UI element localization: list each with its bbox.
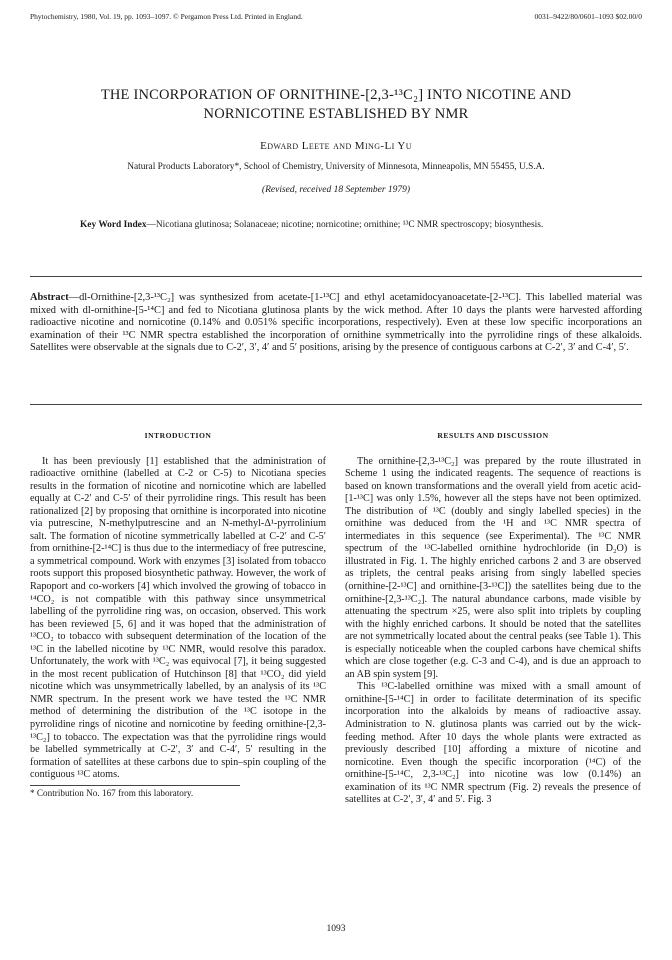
intro-paragraph: It has been previously [1] established that the administration of radioactive ornithine (labelled at C-2 or C-5) to Nicotiana species results in the formation of nicotine and nornicotine which are labelled equally at C-2′ and C-5′ of their pyrrolidine rings. This result has been rationalized [2] by proposing that ornithine is incorporated into nicotine via putrescine, N-methylputrescine and an N-methyl-Δ¹-pyrrolinium salt. The formation of nicotine symmetrically labelled at C-2′ and C-5′ from ornithine-[2-¹⁴C] is thus due to the intermediacy of free putrescine, a symmetrical compound. Work with enzymes [3] isolated from tobacco roots support this proposed biosynthetic pathway. However, the work of Rapoport and co-workers [4] which involved the growing of tobacco in ¹⁴CO₂ is not compatible with this pathway since unsymmetrical labelling of the pyrrolidine ring was, on occasion, observed. This work has been reviewed [5, 6] and it was hoped that the administration of ¹³CO₂ to tobacco with subsequent determination of the location of the ¹³C in the labelled nicotine by ¹³C NMR, would resolve this paradox. Unfortunately, the work with ¹³C₂ was equivocal [7], it being suggested in the most recent publication of Hutchinson [8] that ¹³CO₂ did yield nicotine which was unsymmetrically labelled, by an analysis of its ¹³C NMR spectrum. In the present work we have tested the ¹³C NMR method of determining the distribution of the ¹³C isotope in the pyrrolidine rings of nicotine and nornicotine by feeding ornithine-[2,3-¹³C₂] to tobacco. The expectation was that the pyrrolidine rings would be labelled symmetrically at C-2′, 3′ and C-4′, 5′ resulting in the formation of satellites at these carbons due to spin–spin coupling of the contiguous ¹³C atoms. — [30, 455, 326, 781]
divider-bottom — [30, 404, 642, 405]
abstract-label: Abstract — [30, 292, 69, 303]
keyword-text: —Nicotiana glutinosa; Solanaceae; nicotine; nornicotine; ornithine; ¹³C NMR spectroscopy; biosynthesis. — [146, 220, 544, 230]
footnote-rule — [30, 785, 240, 786]
title-line-2: NORNICOTINE ESTABLISHED BY NMR — [203, 106, 469, 122]
results-paragraph-1: The ornithine-[2,3-¹³C₂] was prepared by the route illustrated in Scheme 1 using the indicated reagents. The sequence of reactions is based on known transformations and the overall yield from acetic acid-[1-¹³C] was only 1.5%, however all the steps have not been optimized. The distribution of ¹³C (doubly and singly labelled species) in the ornithine was deduced from the ¹H and ¹³C NMR spectra of intermediates in this sequence (see Experimental). The ¹³C NMR spectrum of the ¹³C-labelled ornithine hydrochloride (in D₂O) is illustrated in Fig. 1. The highly enriched carbons 2 and 3 are observed as triplets, the central peaks arising from singly labelled species (ornithine-[2-¹³C] and ornithine-[3-¹³C]) the satellites being due to the ornithine-[2,3-¹³C₂]. The natural abundance carbons, made visible by attenuating the spectrum ×25, were also split into triplets by coupling with the highly enriched carbons. It should be noted that the satellites are not symmetrically located about the central peaks (see Table 1). This is especially noticeable when the coupled carbons have chemical shifts which are close together (e.g. C-3 and C-4), and is due an approach to an AB spin system [9]. — [345, 455, 641, 680]
right-column — [345, 430, 641, 807]
received-date: (Revised, received 18 September 1979) — [261, 185, 411, 195]
affiliation: Natural Products Laboratory*, School of Chemistry, University of Minnesota, Minneapolis, MN 55455, U.S.A. — [127, 162, 545, 172]
abstract — [30, 292, 642, 355]
title-line-1: THE INCORPORATION OF ORNITHINE-[2,3-¹³C₂] INTO NICOTINE AND — [100, 87, 572, 103]
footnote: * Contribution No. 167 from this laboratory. — [30, 787, 194, 798]
intro-heading: INTRODUCTION — [144, 431, 212, 440]
abstract-text: —dl-Ornithine-[2,3-¹³C₂] was synthesized from acetate-[1-¹³C] and ethyl acetamidocyanoacetate-[2-¹³C]. This labelled material was mixed with dl-ornithine-[5-¹⁴C] and fed to Nicotiana glutinosa plants by the wick method. After 10 days the plants were harvested affording radioactive nicotine and nornicotine (0.14% and 0.051% specific incorporations, respectively). Even at these low specific incorporations an examination of their ¹³C NMR spectra established the incorporation of ornithine symmetrically into the pyrrolidine rings of these alkaloids. Satellites were observable at the signals due to C-2′, 3′, 4′ and 5′ positions, arising by the presence of contiguous carbons at C-2′, 3′ and C-4′, 5′. — [30, 292, 642, 354]
keyword-label: Key Word Index — [80, 220, 147, 230]
authors: Edward Leete and Ming-Li Yu — [260, 140, 412, 152]
journal-citation: Phytochemistry, 1980, Vol. 19, pp. 1093–1097. © Pergamon Press Ltd. Printed in England. — [30, 12, 303, 21]
results-heading: RESULTS AND DISCUSSION — [437, 431, 549, 440]
page-number: 1093 — [326, 924, 346, 934]
left-column — [30, 430, 326, 799]
divider-top — [30, 276, 642, 277]
article-code: 0031–9422/80/0601–1093 $02.00/0 — [534, 12, 642, 21]
results-paragraph-2: This ¹³C-labelled ornithine was mixed with a small amount of ornithine-[5-¹⁴C] in order to facilitate determination of its specific incorporation into the alkaloids by means of radioactive assay. Administration to N. glutinosa plants was carried out by the wick-feeding method. After 10 days the whole plants were extracted as previously described [10] affording a mixture of nicotine and nornicotine. Even though the specific incorporation (¹⁴C) of the ornithine-[5-¹⁴C, 2,3-¹³C₂] into nicotine was low (0.14%) an examination of its ¹³C NMR spectrum (Fig. 2) reveals the presence of satellites at C-2′, 3′, 4′ and 5′. Fig. 3 — [345, 681, 641, 806]
article-title — [30, 86, 642, 124]
keyword-index — [80, 219, 612, 232]
running-header — [30, 12, 642, 21]
